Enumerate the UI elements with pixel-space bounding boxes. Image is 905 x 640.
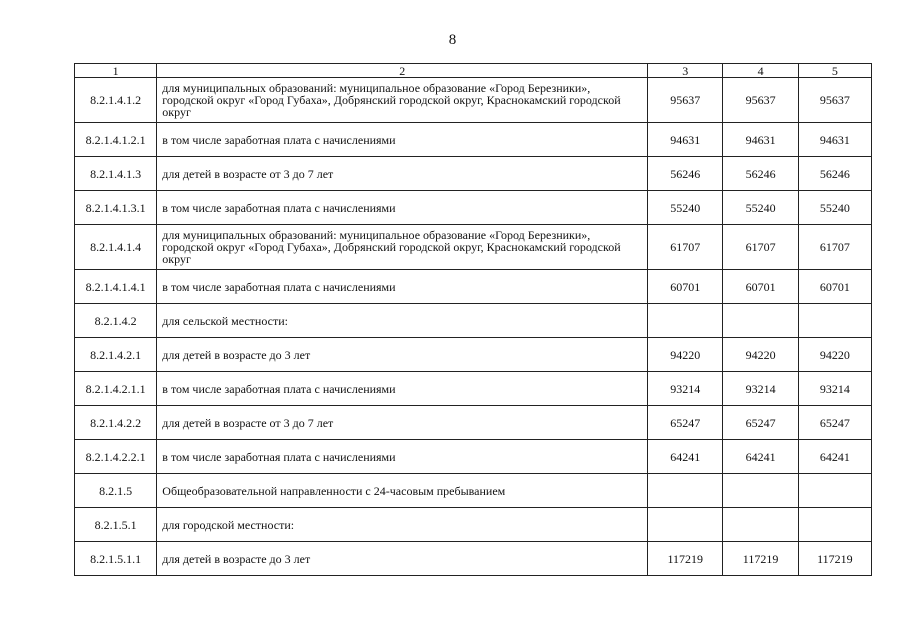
header-cell-1: 1 bbox=[75, 64, 157, 78]
table-row bbox=[75, 542, 872, 576]
table-row bbox=[75, 338, 872, 372]
row-value-col5: 95637 bbox=[798, 78, 871, 123]
table-row bbox=[75, 78, 872, 123]
row-description: в том числе заработная плата с начислениями bbox=[157, 191, 648, 225]
row-value-col4: 61707 bbox=[723, 225, 798, 270]
row-code: 8.2.1.4.1.2 bbox=[75, 78, 157, 123]
table-body bbox=[75, 78, 872, 576]
row-value-col4 bbox=[723, 474, 798, 508]
row-value-col4: 117219 bbox=[723, 542, 798, 576]
row-value-col3: 56246 bbox=[648, 157, 723, 191]
row-value-col3: 61707 bbox=[648, 225, 723, 270]
row-value-col3: 60701 bbox=[648, 270, 723, 304]
table-row bbox=[75, 123, 872, 157]
row-value-col3: 95637 bbox=[648, 78, 723, 123]
row-code: 8.2.1.4.1.3.1 bbox=[75, 191, 157, 225]
row-value-col3 bbox=[648, 508, 723, 542]
row-value-col4 bbox=[723, 304, 798, 338]
row-value-col5 bbox=[798, 474, 871, 508]
row-value-col4 bbox=[723, 508, 798, 542]
row-code: 8.2.1.5.1 bbox=[75, 508, 157, 542]
row-value-col3: 94631 bbox=[648, 123, 723, 157]
row-value-col5: 93214 bbox=[798, 372, 871, 406]
row-value-col4: 95637 bbox=[723, 78, 798, 123]
row-value-col4: 56246 bbox=[723, 157, 798, 191]
table-row bbox=[75, 225, 872, 270]
row-code: 8.2.1.4.1.2.1 bbox=[75, 123, 157, 157]
header-cell-2: 2 bbox=[157, 64, 648, 78]
row-description: в том числе заработная плата с начислениями bbox=[157, 270, 648, 304]
table-row bbox=[75, 474, 872, 508]
table-row bbox=[75, 304, 872, 338]
row-value-col4: 93214 bbox=[723, 372, 798, 406]
table-row bbox=[75, 440, 872, 474]
header-row bbox=[75, 64, 872, 78]
row-description: для сельской местности: bbox=[157, 304, 648, 338]
header-cell-4: 4 bbox=[723, 64, 798, 78]
row-value-col3: 117219 bbox=[648, 542, 723, 576]
row-code: 8.2.1.4.2 bbox=[75, 304, 157, 338]
row-description: для детей в возрасте от 3 до 7 лет bbox=[157, 406, 648, 440]
row-code: 8.2.1.5 bbox=[75, 474, 157, 508]
row-value-col3: 64241 bbox=[648, 440, 723, 474]
row-value-col5: 64241 bbox=[798, 440, 871, 474]
row-value-col5: 61707 bbox=[798, 225, 871, 270]
row-value-col5: 55240 bbox=[798, 191, 871, 225]
row-code: 8.2.1.4.2.1.1 bbox=[75, 372, 157, 406]
row-description: Общеобразовательной направленности с 24-часовым пребыванием bbox=[157, 474, 648, 508]
row-value-col4: 94631 bbox=[723, 123, 798, 157]
data-table bbox=[74, 63, 872, 576]
row-value-col5: 65247 bbox=[798, 406, 871, 440]
row-value-col3: 55240 bbox=[648, 191, 723, 225]
row-value-col3 bbox=[648, 304, 723, 338]
row-description: для городской местности: bbox=[157, 508, 648, 542]
row-description: для детей в возрасте до 3 лет bbox=[157, 338, 648, 372]
row-description: в том числе заработная плата с начислениями bbox=[157, 372, 648, 406]
header-cell-3: 3 bbox=[648, 64, 723, 78]
row-value-col5 bbox=[798, 508, 871, 542]
page-number: 8 bbox=[448, 32, 457, 48]
row-value-col4: 60701 bbox=[723, 270, 798, 304]
row-description: для детей в возрасте от 3 до 7 лет bbox=[157, 157, 648, 191]
row-value-col5: 60701 bbox=[798, 270, 871, 304]
row-code: 8.2.1.4.2.1 bbox=[75, 338, 157, 372]
row-value-col5: 56246 bbox=[798, 157, 871, 191]
row-description: для детей в возрасте до 3 лет bbox=[157, 542, 648, 576]
row-code: 8.2.1.4.1.3 bbox=[75, 157, 157, 191]
table-row bbox=[75, 508, 872, 542]
table-row bbox=[75, 372, 872, 406]
table-row bbox=[75, 406, 872, 440]
row-value-col5: 94220 bbox=[798, 338, 871, 372]
row-description: в том числе заработная плата с начислениями bbox=[157, 440, 648, 474]
row-code: 8.2.1.5.1.1 bbox=[75, 542, 157, 576]
row-value-col4: 94220 bbox=[723, 338, 798, 372]
row-value-col5: 117219 bbox=[798, 542, 871, 576]
table-row bbox=[75, 270, 872, 304]
row-value-col3 bbox=[648, 474, 723, 508]
row-code: 8.2.1.4.2.2.1 bbox=[75, 440, 157, 474]
row-code: 8.2.1.4.1.4.1 bbox=[75, 270, 157, 304]
row-value-col5 bbox=[798, 304, 871, 338]
table-row bbox=[75, 191, 872, 225]
row-description: для муниципальных образований: муниципальное образование «Город Березники», городской округ «Город Губаха», Добрянский городской округ, Краснокамский городской округ bbox=[157, 78, 648, 123]
row-code: 8.2.1.4.2.2 bbox=[75, 406, 157, 440]
row-description: для муниципальных образований: муниципальное образование «Город Березники», городской округ «Город Губаха», Добрянский городской округ, Краснокамский городской округ bbox=[157, 225, 648, 270]
row-value-col5: 94631 bbox=[798, 123, 871, 157]
row-code: 8.2.1.4.1.4 bbox=[75, 225, 157, 270]
row-value-col4: 64241 bbox=[723, 440, 798, 474]
row-value-col4: 55240 bbox=[723, 191, 798, 225]
row-description: в том числе заработная плата с начислениями bbox=[157, 123, 648, 157]
header-cell-5: 5 bbox=[798, 64, 871, 78]
row-value-col3: 94220 bbox=[648, 338, 723, 372]
row-value-col3: 65247 bbox=[648, 406, 723, 440]
table-row bbox=[75, 157, 872, 191]
row-value-col4: 65247 bbox=[723, 406, 798, 440]
row-value-col3: 93214 bbox=[648, 372, 723, 406]
